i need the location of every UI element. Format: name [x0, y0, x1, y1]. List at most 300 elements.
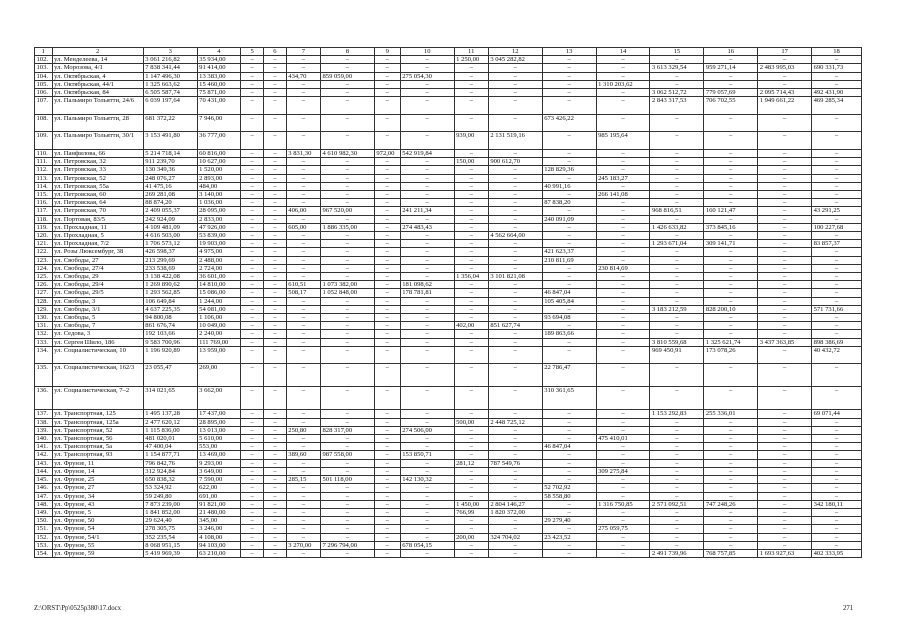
- value-cell: –: [596, 207, 650, 215]
- value-cell: –: [374, 467, 400, 475]
- address-cell: ул. Петровская, 33: [52, 166, 143, 174]
- value-cell: –: [400, 182, 454, 190]
- value-cell: –: [596, 476, 650, 484]
- value-cell: 128 829,36: [542, 166, 596, 174]
- value-cell: –: [488, 191, 542, 199]
- value-cell: 787 549,76: [488, 459, 542, 467]
- value-cell: –: [650, 517, 704, 525]
- value-cell: 1 052 848,00: [320, 289, 374, 297]
- row-number-cell: 139.: [35, 426, 53, 434]
- value-cell: –: [374, 533, 400, 541]
- value-cell: –: [400, 525, 454, 533]
- value-cell: –: [241, 525, 264, 533]
- value-cell: –: [542, 174, 596, 182]
- row-number-cell: 152.: [35, 533, 53, 541]
- value-cell: –: [542, 459, 596, 467]
- value-cell: –: [263, 264, 286, 272]
- value-cell: 1 147 496,30: [143, 72, 197, 80]
- value-cell: 968 816,51: [650, 207, 704, 215]
- value-cell: –: [758, 297, 812, 305]
- value-cell: –: [263, 330, 286, 338]
- value-cell: –: [650, 182, 704, 190]
- value-cell: –: [286, 56, 320, 64]
- value-cell: –: [596, 150, 650, 158]
- value-cell: –: [454, 215, 488, 223]
- value-cell: –: [488, 150, 542, 158]
- value-cell: –: [596, 114, 650, 132]
- value-cell: –: [542, 273, 596, 281]
- value-cell: –: [758, 191, 812, 199]
- value-cell: 14 810,00: [197, 281, 241, 289]
- value-cell: 21 480,00: [197, 508, 241, 516]
- value-cell: –: [758, 273, 812, 281]
- value-cell: –: [704, 476, 758, 484]
- value-cell: –: [596, 64, 650, 72]
- value-cell: –: [320, 80, 374, 88]
- value-cell: –: [650, 273, 704, 281]
- value-cell: –: [812, 525, 862, 533]
- value-cell: –: [400, 467, 454, 475]
- row-number-cell: 116.: [35, 199, 53, 207]
- value-cell: –: [542, 64, 596, 72]
- table-row: [35, 114, 862, 132]
- value-cell: –: [286, 467, 320, 475]
- value-cell: –: [286, 89, 320, 97]
- value-cell: –: [286, 232, 320, 240]
- value-cell: –: [241, 500, 264, 508]
- value-cell: –: [263, 207, 286, 215]
- value-cell: 3 613 329,54: [650, 64, 704, 72]
- value-cell: –: [454, 364, 488, 387]
- value-cell: –: [320, 256, 374, 264]
- table-row: [35, 256, 862, 264]
- row-number-cell: 153.: [35, 541, 53, 549]
- value-cell: –: [454, 305, 488, 313]
- value-cell: –: [320, 330, 374, 338]
- value-cell: –: [542, 207, 596, 215]
- value-cell: –: [400, 166, 454, 174]
- value-cell: –: [650, 232, 704, 240]
- value-cell: –: [400, 174, 454, 182]
- value-cell: 5 419 969,39: [143, 549, 197, 557]
- address-cell: ул. Прохладная, 11: [52, 223, 143, 231]
- row-number-cell: 105.: [35, 80, 53, 88]
- value-cell: –: [241, 174, 264, 182]
- table-row: [35, 549, 862, 557]
- value-cell: 1 154 877,71: [143, 451, 197, 459]
- value-cell: –: [374, 64, 400, 72]
- value-cell: 106 649,84: [143, 297, 197, 305]
- value-cell: 281,12: [454, 459, 488, 467]
- address-cell: ул. Сергея Шило, 186: [52, 338, 143, 346]
- value-cell: –: [596, 199, 650, 207]
- value-cell: –: [650, 533, 704, 541]
- value-cell: 861 676,74: [143, 322, 197, 330]
- value-cell: –: [454, 240, 488, 248]
- value-cell: –: [263, 80, 286, 88]
- value-cell: –: [241, 314, 264, 322]
- value-cell: –: [542, 549, 596, 557]
- value-cell: –: [400, 273, 454, 281]
- value-cell: –: [286, 517, 320, 525]
- value-cell: –: [454, 541, 488, 549]
- row-number-cell: 150.: [35, 517, 53, 525]
- row-number-cell: 115.: [35, 191, 53, 199]
- value-cell: 23 055,47: [143, 364, 197, 387]
- value-cell: –: [400, 508, 454, 516]
- value-cell: –: [241, 364, 264, 387]
- value-cell: 3 062 512,72: [650, 89, 704, 97]
- value-cell: 3 649,00: [197, 467, 241, 475]
- value-cell: –: [374, 364, 400, 387]
- value-cell: –: [704, 387, 758, 410]
- value-cell: –: [542, 467, 596, 475]
- value-cell: 508,17: [286, 289, 320, 297]
- value-cell: –: [488, 72, 542, 80]
- value-cell: –: [812, 199, 862, 207]
- value-cell: –: [704, 418, 758, 426]
- value-cell: –: [812, 80, 862, 88]
- value-cell: –: [704, 80, 758, 88]
- value-cell: –: [374, 346, 400, 364]
- table-row: [35, 410, 862, 418]
- value-cell: –: [454, 346, 488, 364]
- value-cell: –: [704, 174, 758, 182]
- value-cell: –: [400, 484, 454, 492]
- value-cell: –: [758, 215, 812, 223]
- value-cell: –: [758, 289, 812, 297]
- value-cell: –: [488, 451, 542, 459]
- value-cell: –: [241, 508, 264, 516]
- value-cell: 6 505 587,74: [143, 89, 197, 97]
- value-cell: –: [488, 182, 542, 190]
- value-cell: –: [650, 364, 704, 387]
- value-cell: –: [286, 191, 320, 199]
- value-cell: 768 757,85: [704, 549, 758, 557]
- address-cell: ул. Социалистическая, 10: [52, 346, 143, 364]
- row-number-cell: 124.: [35, 264, 53, 272]
- value-cell: –: [758, 410, 812, 418]
- value-cell: –: [488, 89, 542, 97]
- value-cell: –: [454, 281, 488, 289]
- value-cell: –: [286, 459, 320, 467]
- value-cell: –: [488, 338, 542, 346]
- value-cell: –: [400, 158, 454, 166]
- value-cell: –: [542, 89, 596, 97]
- value-cell: 40 432,72: [812, 346, 862, 364]
- value-cell: –: [400, 346, 454, 364]
- value-cell: –: [263, 64, 286, 72]
- value-cell: –: [263, 508, 286, 516]
- row-number-cell: 127.: [35, 289, 53, 297]
- table-row: [35, 338, 862, 346]
- value-cell: 542 919,84: [400, 150, 454, 158]
- address-cell: ул. Фрунзе, 14: [52, 467, 143, 475]
- value-cell: –: [241, 459, 264, 467]
- value-cell: –: [650, 150, 704, 158]
- value-cell: 342 180,11: [812, 500, 862, 508]
- value-cell: 53 324,92: [143, 484, 197, 492]
- value-cell: 240 091,09: [542, 215, 596, 223]
- value-cell: –: [596, 97, 650, 115]
- value-cell: –: [488, 166, 542, 174]
- value-cell: –: [812, 264, 862, 272]
- table-row: [35, 443, 862, 451]
- value-cell: 4 109 481,09: [143, 223, 197, 231]
- value-cell: –: [542, 541, 596, 549]
- value-cell: 373 845,16: [704, 223, 758, 231]
- value-cell: 5 214 718,14: [143, 150, 197, 158]
- value-cell: –: [704, 150, 758, 158]
- row-number-cell: 130.: [35, 314, 53, 322]
- value-cell: –: [241, 97, 264, 115]
- value-cell: 706 702,55: [704, 97, 758, 115]
- value-cell: –: [596, 484, 650, 492]
- row-number-cell: 129.: [35, 305, 53, 313]
- value-cell: –: [320, 89, 374, 97]
- value-cell: –: [596, 364, 650, 387]
- address-cell: ул. Свободы, 29/4: [52, 281, 143, 289]
- value-cell: –: [263, 166, 286, 174]
- value-cell: –: [596, 443, 650, 451]
- value-cell: –: [650, 322, 704, 330]
- value-cell: –: [758, 517, 812, 525]
- value-cell: –: [488, 64, 542, 72]
- value-cell: –: [704, 314, 758, 322]
- value-cell: –: [812, 215, 862, 223]
- value-cell: 63 210,00: [197, 549, 241, 557]
- value-cell: 972,00: [374, 150, 400, 158]
- value-cell: –: [758, 492, 812, 500]
- value-cell: –: [320, 305, 374, 313]
- value-cell: –: [596, 330, 650, 338]
- value-cell: –: [241, 158, 264, 166]
- value-cell: –: [650, 158, 704, 166]
- value-cell: 1 426 633,82: [650, 223, 704, 231]
- column-header: 11: [454, 48, 488, 56]
- value-cell: –: [263, 191, 286, 199]
- value-cell: –: [263, 97, 286, 115]
- value-cell: –: [454, 97, 488, 115]
- value-cell: 2 488,00: [197, 256, 241, 264]
- address-cell: ул. Пальмиро Тольятти, 24/6: [52, 97, 143, 115]
- value-cell: –: [542, 435, 596, 443]
- value-cell: –: [263, 314, 286, 322]
- value-cell: –: [596, 158, 650, 166]
- value-cell: 13 383,00: [197, 72, 241, 80]
- value-cell: –: [241, 56, 264, 64]
- value-cell: 269,00: [197, 364, 241, 387]
- value-cell: 967 520,00: [320, 207, 374, 215]
- value-cell: –: [758, 114, 812, 132]
- value-cell: –: [812, 418, 862, 426]
- value-cell: –: [650, 114, 704, 132]
- value-cell: 192 103,66: [143, 330, 197, 338]
- value-cell: –: [650, 451, 704, 459]
- value-cell: –: [241, 114, 264, 132]
- value-cell: –: [374, 451, 400, 459]
- row-number-cell: 122.: [35, 248, 53, 256]
- value-cell: –: [241, 273, 264, 281]
- table-row: [35, 364, 862, 387]
- value-cell: –: [454, 114, 488, 132]
- value-cell: –: [704, 451, 758, 459]
- value-cell: –: [374, 484, 400, 492]
- address-cell: ул. Социалистическая, 162/3: [52, 364, 143, 387]
- value-cell: –: [241, 443, 264, 451]
- value-cell: –: [454, 64, 488, 72]
- value-cell: –: [596, 232, 650, 240]
- value-cell: 52 702,92: [542, 484, 596, 492]
- value-cell: 1 153 292,83: [650, 410, 704, 418]
- value-cell: –: [596, 508, 650, 516]
- value-cell: –: [286, 533, 320, 541]
- value-cell: –: [650, 256, 704, 264]
- value-cell: –: [374, 256, 400, 264]
- value-cell: –: [704, 492, 758, 500]
- row-number-cell: 106.: [35, 89, 53, 97]
- value-cell: 1 073 382,00: [320, 281, 374, 289]
- value-cell: 1 495 137,28: [143, 410, 197, 418]
- table-row: [35, 97, 862, 115]
- value-cell: –: [374, 476, 400, 484]
- value-cell: –: [488, 223, 542, 231]
- value-cell: –: [400, 435, 454, 443]
- value-cell: –: [374, 410, 400, 418]
- value-cell: –: [241, 346, 264, 364]
- value-cell: –: [320, 322, 374, 330]
- value-cell: 255 336,01: [704, 410, 758, 418]
- value-cell: 1 269 890,62: [143, 281, 197, 289]
- value-cell: –: [454, 549, 488, 557]
- table-row: [35, 281, 862, 289]
- table-row: [35, 72, 862, 80]
- value-cell: –: [488, 207, 542, 215]
- value-cell: –: [263, 248, 286, 256]
- value-cell: –: [454, 443, 488, 451]
- value-cell: 17 437,00: [197, 410, 241, 418]
- value-cell: –: [596, 305, 650, 313]
- value-cell: –: [263, 322, 286, 330]
- column-header: 6: [263, 48, 286, 56]
- value-cell: –: [704, 56, 758, 64]
- value-cell: –: [650, 132, 704, 150]
- value-cell: –: [374, 132, 400, 150]
- value-cell: –: [374, 314, 400, 322]
- table-row: [35, 223, 862, 231]
- value-cell: 402 333,95: [812, 549, 862, 557]
- value-cell: –: [704, 533, 758, 541]
- table-row: [35, 240, 862, 248]
- value-cell: –: [320, 467, 374, 475]
- value-cell: 421 623,37: [542, 248, 596, 256]
- value-cell: 4 610 982,30: [320, 150, 374, 158]
- value-cell: 2 804 146,27: [488, 500, 542, 508]
- value-cell: 278 305,75: [143, 525, 197, 533]
- value-cell: –: [596, 492, 650, 500]
- value-cell: –: [488, 467, 542, 475]
- value-cell: –: [454, 517, 488, 525]
- value-cell: –: [263, 410, 286, 418]
- value-cell: –: [650, 166, 704, 174]
- row-number-cell: 107.: [35, 97, 53, 115]
- table-row: [35, 541, 862, 549]
- value-cell: –: [263, 364, 286, 387]
- value-cell: 2 131 519,16: [488, 132, 542, 150]
- value-cell: –: [488, 426, 542, 434]
- value-cell: –: [320, 410, 374, 418]
- value-cell: –: [704, 191, 758, 199]
- value-cell: –: [263, 387, 286, 410]
- value-cell: –: [704, 322, 758, 330]
- value-cell: –: [400, 232, 454, 240]
- value-cell: –: [812, 492, 862, 500]
- value-cell: 19 903,00: [197, 240, 241, 248]
- table-row: [35, 435, 862, 443]
- value-cell: 605,00: [286, 223, 320, 231]
- value-cell: –: [704, 435, 758, 443]
- value-cell: 985 195,64: [596, 132, 650, 150]
- column-header: 5: [241, 48, 264, 56]
- address-cell: ул. Транспортная, 5а: [52, 443, 143, 451]
- value-cell: –: [454, 191, 488, 199]
- value-cell: 54 081,00: [197, 305, 241, 313]
- value-cell: –: [488, 174, 542, 182]
- value-cell: –: [374, 166, 400, 174]
- row-number-cell: 140.: [35, 435, 53, 443]
- value-cell: 553,00: [197, 443, 241, 451]
- value-cell: –: [542, 410, 596, 418]
- value-cell: –: [286, 305, 320, 313]
- address-cell: ул. Транспортная, 125: [52, 410, 143, 418]
- value-cell: 7 590,00: [197, 476, 241, 484]
- address-cell: ул. Транспортная, 56: [52, 435, 143, 443]
- value-cell: 241 211,34: [400, 207, 454, 215]
- value-cell: 58 558,80: [542, 492, 596, 500]
- value-cell: –: [758, 322, 812, 330]
- value-cell: 75 871,00: [197, 89, 241, 97]
- value-cell: 571 731,66: [812, 305, 862, 313]
- value-cell: –: [488, 410, 542, 418]
- address-cell: ул. Фрунзе, 5: [52, 508, 143, 516]
- value-cell: 3 246,00: [197, 525, 241, 533]
- value-cell: –: [241, 256, 264, 264]
- value-cell: –: [758, 56, 812, 64]
- address-cell: ул. Фрунзе, 11: [52, 459, 143, 467]
- value-cell: 1 036,00: [197, 199, 241, 207]
- value-cell: –: [286, 166, 320, 174]
- value-cell: –: [704, 264, 758, 272]
- value-cell: 434,70: [286, 72, 320, 80]
- value-cell: –: [374, 387, 400, 410]
- address-cell: ул. Прохладная, 7/2: [52, 240, 143, 248]
- value-cell: –: [374, 89, 400, 97]
- value-cell: –: [263, 150, 286, 158]
- column-header: 12: [488, 48, 542, 56]
- value-cell: –: [704, 182, 758, 190]
- value-cell: –: [704, 330, 758, 338]
- value-cell: –: [263, 476, 286, 484]
- value-cell: –: [542, 158, 596, 166]
- value-cell: –: [454, 72, 488, 80]
- value-cell: –: [454, 223, 488, 231]
- value-cell: –: [374, 281, 400, 289]
- address-cell: ул. Транспортная, 125а: [52, 418, 143, 426]
- value-cell: –: [812, 314, 862, 322]
- column-header: 2: [52, 48, 143, 56]
- table-row: [35, 289, 862, 297]
- value-cell: –: [263, 305, 286, 313]
